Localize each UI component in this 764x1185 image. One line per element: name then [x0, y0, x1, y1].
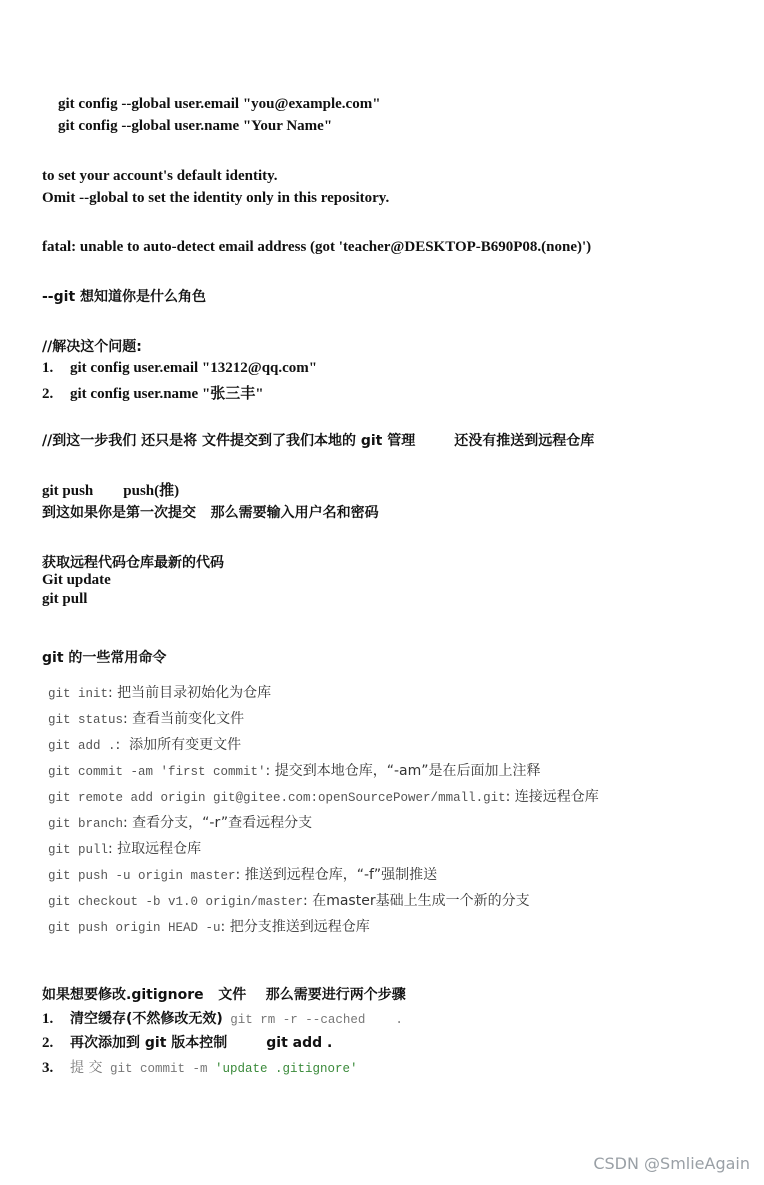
command-row: [48, 786, 599, 806]
identity-name-line: git config --global user.name "Your Name": [58, 118, 333, 134]
list-number: 3.: [42, 1060, 54, 1076]
solve-item-1: [42, 360, 317, 377]
list-number: 1.: [42, 360, 54, 376]
command-row: [48, 682, 271, 702]
fatal-error-line: fatal: unable to auto-detect email address (got 'teacher@DESKTOP-B690P08.(none)'): [42, 239, 592, 255]
command-code: git push origin HEAD -u: [48, 921, 221, 935]
command-desc: : 连接远程仓库: [505, 789, 599, 805]
command-row: [48, 838, 201, 858]
command-code: git remote add origin git@gitee.com:openSourcePower/mmall.git: [48, 791, 506, 805]
command-row: [48, 760, 541, 780]
command-row: [48, 864, 437, 884]
command-row: [48, 890, 530, 910]
command-desc: : 查看分支，“-r”查看远程分支: [123, 815, 313, 831]
step-text: 提 交: [70, 1060, 103, 1076]
csdn-watermark: CSDN @SmlieAgain: [593, 1154, 750, 1173]
command-desc: : 查看当前变化文件: [123, 711, 245, 727]
gitignore-step-1: [42, 1008, 403, 1028]
command-desc: : 在master基础上生成一个新的分支: [303, 893, 530, 909]
command-row: [48, 708, 244, 728]
command-row: [48, 916, 370, 936]
identity-omit-text: Omit --global to set the identity only in this repository.: [42, 190, 390, 206]
git-role-note: --git 想知道你是什么角色: [42, 289, 207, 305]
command-code: git pull: [48, 843, 109, 857]
git-update-line: Git update: [42, 572, 111, 588]
solve-item-2: [42, 382, 264, 403]
identity-hint-text: to set your account's default identity.: [42, 168, 278, 184]
fetch-heading: 获取远程代码仓库最新的代码: [42, 555, 224, 571]
solve-item-text: git config user.email "13212@qq.com": [70, 360, 318, 376]
solve-heading: //解决这个问题:: [42, 339, 142, 355]
step-text: 清空缓存(不然修改无效): [70, 1011, 223, 1027]
command-row: [48, 812, 312, 832]
command-desc: : 把分支推送到远程仓库: [220, 919, 370, 935]
gitignore-step-2: [42, 1032, 332, 1052]
list-number: 1.: [42, 1011, 54, 1027]
command-code: git add .: [48, 739, 116, 753]
command-desc: : 把当前目录初始化为仓库: [108, 685, 272, 701]
list-number: 2.: [42, 1035, 54, 1051]
command-desc: : 拉取远程仓库: [108, 841, 202, 857]
command-code: git status: [48, 713, 124, 727]
step-command: git rm -r --cached .: [222, 1013, 403, 1027]
command-row: [48, 734, 241, 754]
push-note: 到这如果你是第一次提交 那么需要输入用户名和密码: [42, 505, 379, 521]
command-code: git push -u origin master: [48, 869, 236, 883]
solve-item-text: git config user.name "张三丰": [70, 386, 264, 402]
command-code: git init: [48, 687, 109, 701]
step-commit-message: 'update .gitignore': [214, 1062, 358, 1076]
command-code: git commit -am 'first commit': [48, 765, 266, 779]
command-code: git checkout -b v1.0 origin/master: [48, 895, 304, 909]
command-desc: : 提交到本地仓库，“-am”是在后面加上注释: [265, 763, 541, 779]
push-command-line: git push push(推): [42, 483, 180, 499]
command-code: git branch: [48, 817, 124, 831]
git-pull-line: git pull: [42, 591, 88, 607]
step-command: git commit -m: [102, 1062, 215, 1076]
list-number: 2.: [42, 386, 54, 402]
gitignore-heading: 如果想要修改.gitignore 文件 那么需要进行两个步骤: [42, 987, 406, 1003]
command-desc: : 添加所有变更文件: [115, 737, 242, 753]
common-commands-heading: git 的一些常用命令: [42, 650, 167, 666]
local-commit-note: //到这一步我们 还只是将 文件提交到了我们本地的 git 管理 还没有推送到远程仓库: [42, 433, 595, 449]
step-text: 再次添加到 git 版本控制 git add .: [70, 1035, 333, 1051]
command-desc: : 推送到远程仓库，“-f”强制推送: [235, 867, 438, 883]
identity-email-line: git config --global user.email "you@example.com": [58, 96, 381, 112]
gitignore-step-3: [42, 1057, 358, 1077]
